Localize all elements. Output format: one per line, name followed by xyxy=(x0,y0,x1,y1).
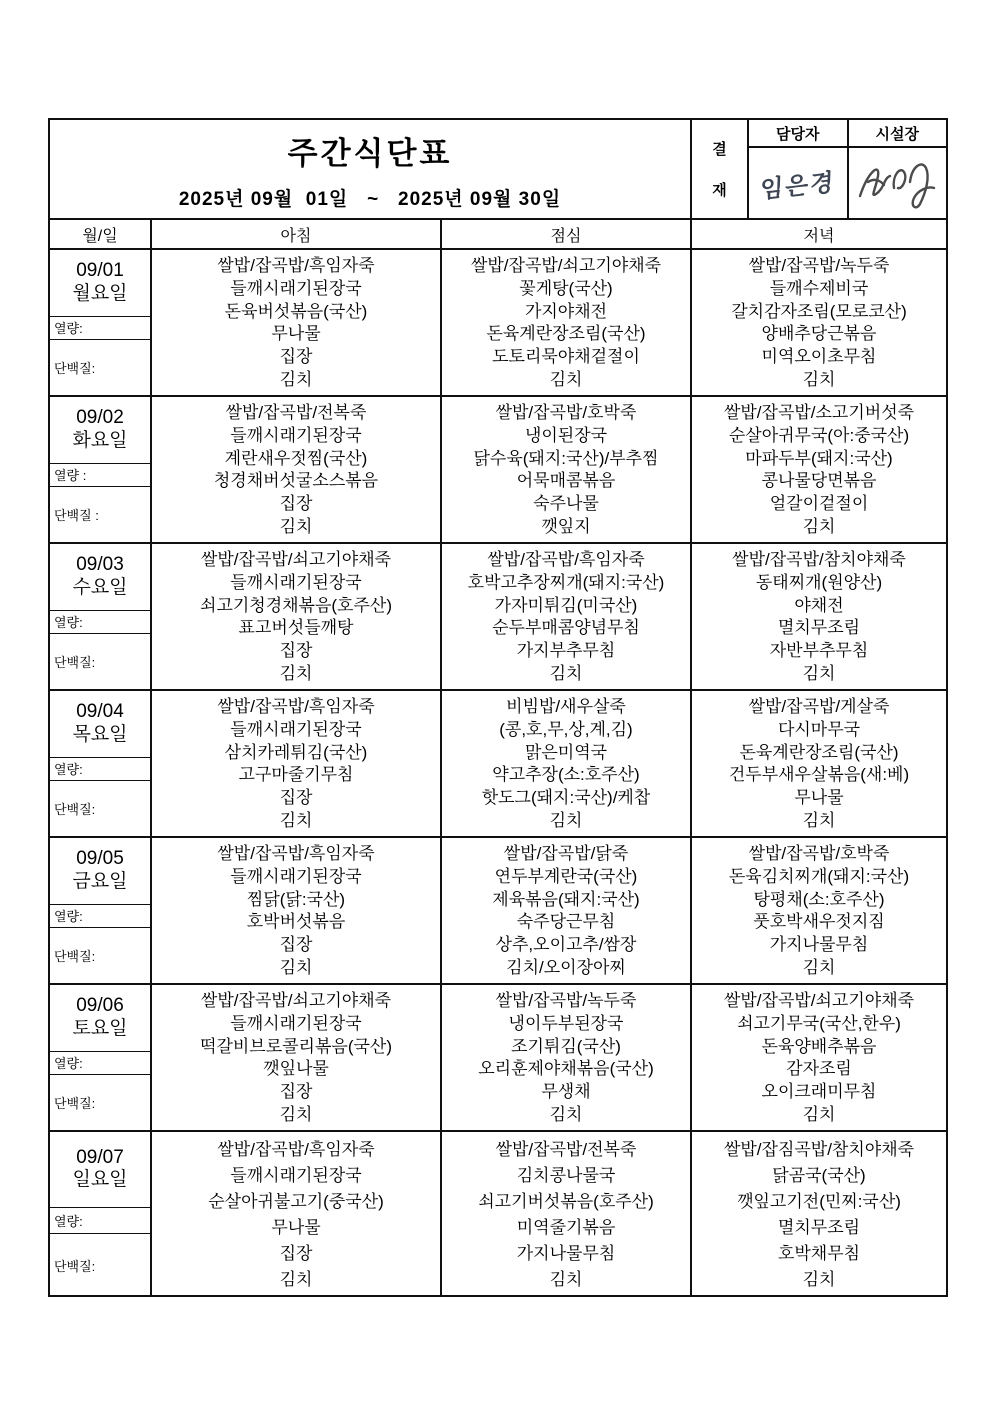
menu-item: 쌀밥/잡곡밥/흑임자죽 xyxy=(217,843,375,863)
dinner-cell xyxy=(692,838,946,983)
breakfast-cell xyxy=(152,691,442,836)
protein-label: 단백질: xyxy=(54,948,96,964)
calories-label: 열량: xyxy=(50,1052,150,1075)
date-label: 09/05 xyxy=(76,848,124,870)
weekday-label: 화요일 xyxy=(72,429,128,451)
protein-label: 단백질: xyxy=(54,801,96,817)
day-row xyxy=(50,985,946,1132)
day-rows xyxy=(50,250,946,1297)
menu-item: 들깨시래기된장국 xyxy=(230,278,362,298)
menu-item: 돈육버섯볶음(국산) xyxy=(224,301,368,321)
menu-item: 쌀밥/잡곡밥/전복죽 xyxy=(495,1139,637,1159)
date-cell xyxy=(50,1132,150,1208)
menu-item: 김치 xyxy=(279,664,313,684)
menu-item: 쌀밥/잡곡밥/닭죽 xyxy=(503,843,629,863)
menu-item: 쌀밥/잡곡밥/녹두죽 xyxy=(495,990,637,1010)
protein-label: 단백질: xyxy=(54,360,96,376)
menu-item: 얼갈이겉절이 xyxy=(769,494,869,514)
calories-label: 열량: xyxy=(50,758,150,781)
weekly-menu-sheet xyxy=(48,118,948,1297)
approval-box xyxy=(692,120,946,218)
menu-item: 닭수육(돼지:국산)/부추찜 xyxy=(473,448,659,468)
menu-item: 김치 xyxy=(802,517,836,537)
menu-item: 김치 xyxy=(279,1270,313,1290)
manager-signature-text: 임은경 xyxy=(759,168,836,204)
breakfast-cell xyxy=(152,397,442,542)
menu-item: 가지부추무침 xyxy=(516,641,616,661)
lunch-cell xyxy=(442,1132,692,1297)
menu-item: 김치 xyxy=(549,1105,583,1125)
day-row xyxy=(50,838,946,985)
date-cell xyxy=(50,250,150,317)
weekday-label: 금요일 xyxy=(72,870,128,892)
col-header-breakfast: 아침 xyxy=(152,220,442,248)
lunch-cell xyxy=(442,691,692,836)
menu-item: 집장 xyxy=(279,935,313,955)
date-label: 09/02 xyxy=(76,407,124,429)
menu-item: 순살아귀무국(아:중국산) xyxy=(728,425,910,445)
menu-item: 청경채버섯굴소스볶음 xyxy=(213,471,379,491)
menu-item: 냉이두부된장국 xyxy=(508,1013,624,1033)
date-label: 09/06 xyxy=(76,995,124,1017)
menu-item: 동태찌개(원양산) xyxy=(755,572,883,592)
menu-item: 집장 xyxy=(279,347,313,367)
menu-item: 김치 xyxy=(802,1105,836,1125)
date-col xyxy=(50,838,152,983)
menu-item: 쌀밥/잡곡밥/흑임자죽 xyxy=(217,696,375,716)
date-range: 2025년 09월 01일 ~ 2025년 09월 30일 xyxy=(178,188,562,210)
menu-item: 들깨수제비국 xyxy=(769,278,869,298)
menu-item: 쌀밥/잡짐곡밥/참치야채죽 xyxy=(723,1139,915,1159)
approval-col-manager xyxy=(749,120,847,218)
date-col xyxy=(50,1132,152,1297)
menu-item: 순두부매콤양념무침 xyxy=(492,618,640,638)
menu-item: 호박채무침 xyxy=(777,1244,861,1264)
menu-item: 양배추당근볶음 xyxy=(761,324,877,344)
manager-role-label: 담당자 xyxy=(749,120,847,148)
breakfast-cell xyxy=(152,838,442,983)
menu-item: 마파두부(돼지:국산) xyxy=(745,448,893,468)
menu-item: 김치 xyxy=(802,1270,836,1290)
menu-item: 들깨시래기된장국 xyxy=(230,425,362,445)
menu-item: 들깨시래기된장국 xyxy=(230,719,362,739)
menu-item: 쌀밥/잡곡밥/쇠고기야채죽 xyxy=(470,255,662,275)
menu-item: 탕평채(소:호주산) xyxy=(753,889,885,909)
menu-item: 김치 xyxy=(549,664,583,684)
menu-item: 건두부새우살볶음(새:베) xyxy=(728,765,910,785)
day-row xyxy=(50,397,946,544)
breakfast-cell xyxy=(152,985,442,1130)
protein-label: 단백질: xyxy=(54,1259,96,1275)
approval-stamp-label xyxy=(692,120,749,218)
menu-item: 가자미튀김(미국산) xyxy=(494,595,638,615)
menu-item: 감자조림 xyxy=(786,1059,852,1079)
menu-item: 김치 xyxy=(279,370,313,390)
dinner-cell xyxy=(692,250,946,395)
menu-item: 김치 xyxy=(802,958,836,978)
menu-item: 냉이된장국 xyxy=(524,425,608,445)
date-col xyxy=(50,985,152,1130)
menu-item: 맑은미역국 xyxy=(524,742,608,762)
menu-item: 김치 xyxy=(802,370,836,390)
menu-item: 집장 xyxy=(279,788,313,808)
menu-item: 숙주당근무침 xyxy=(516,912,616,932)
weekday-label: 일요일 xyxy=(72,1169,128,1191)
menu-item: 쌀밥/잡곡밥/흑임자죽 xyxy=(217,1139,375,1159)
date-cell xyxy=(50,838,150,905)
menu-item: 무나물 xyxy=(271,324,321,344)
menu-item: 순살아귀불고기(중국산) xyxy=(208,1191,384,1211)
date-col xyxy=(50,250,152,395)
menu-item: 들깨시래기된장국 xyxy=(230,572,362,592)
menu-item: 풋호박새우젓지짐 xyxy=(753,912,885,932)
header-block xyxy=(50,120,946,220)
approval-char-2: 재 xyxy=(712,182,727,199)
menu-item: 김치 xyxy=(802,811,836,831)
menu-item: 연두부계란국(국산) xyxy=(494,866,638,886)
menu-item: 김치 xyxy=(549,811,583,831)
protein-label: 단백질 : xyxy=(54,507,99,523)
menu-item: 갈치감자조림(모로코산) xyxy=(731,301,907,321)
date-col xyxy=(50,397,152,542)
menu-item: 김치 xyxy=(279,811,313,831)
menu-item: 미역오이초무침 xyxy=(761,347,877,367)
menu-item: 가지야채전 xyxy=(524,301,608,321)
date-label: 09/01 xyxy=(76,260,124,282)
menu-item: 김치 xyxy=(279,958,313,978)
menu-item: 다시마무국 xyxy=(777,719,861,739)
date-label: 09/03 xyxy=(76,554,124,576)
menu-item: 집장 xyxy=(279,1082,313,1102)
menu-item: (콩,호,무,상,계,김) xyxy=(499,719,633,739)
menu-item: 도토리묵야채겉절이 xyxy=(492,347,640,367)
menu-item: 어묵매콤볶음 xyxy=(516,471,616,491)
day-row xyxy=(50,1132,946,1297)
manager-signature xyxy=(749,148,847,218)
menu-item: 돈육김치찌개(돼지:국산) xyxy=(728,866,910,886)
col-header-dinner: 저녁 xyxy=(803,227,835,245)
menu-item: 집장 xyxy=(279,494,313,514)
weekday-label: 토요일 xyxy=(72,1017,128,1039)
menu-item: 오이크래미무침 xyxy=(761,1082,877,1102)
menu-item: 약고추장(소:호주산) xyxy=(492,765,640,785)
dinner-cell xyxy=(692,691,946,836)
lunch-cell xyxy=(442,838,692,983)
col-header-lunch: 점심 xyxy=(442,220,692,248)
date-cell xyxy=(50,691,150,758)
menu-item: 콩나물당면볶음 xyxy=(761,471,877,491)
lunch-cell xyxy=(442,397,692,542)
menu-item: 김치 xyxy=(549,370,583,390)
menu-item: 가지나물무침 xyxy=(769,935,869,955)
menu-item: 비빔밥/새우살죽 xyxy=(506,696,626,716)
menu-item: 김치 xyxy=(279,517,313,537)
date-col xyxy=(50,544,152,689)
menu-item: 조기튀김(국산) xyxy=(511,1036,621,1056)
menu-item: 돈육계란장조림(국산) xyxy=(486,324,646,344)
menu-item: 돈육양배추볶음 xyxy=(761,1036,877,1056)
day-row xyxy=(50,250,946,397)
menu-item: 깻잎나물 xyxy=(263,1059,329,1079)
menu-item: 집장 xyxy=(279,1244,313,1264)
menu-item: 쌀밥/잡곡밥/전복죽 xyxy=(225,402,367,422)
menu-item: 김치/오이장아찌 xyxy=(506,958,626,978)
menu-item: 핫도그(돼지:국산)/케찹 xyxy=(481,788,651,808)
menu-item: 쌀밥/잡곡밥/참치야채죽 xyxy=(732,549,906,569)
menu-item: 김치 xyxy=(279,1105,313,1125)
dinner-cell xyxy=(692,1132,946,1297)
menu-item: 제육볶음(돼지:국산) xyxy=(492,889,640,909)
day-row xyxy=(50,544,946,691)
menu-item: 오리훈제야채볶음(국산) xyxy=(478,1059,654,1079)
menu-item: 쌀밥/잡곡밥/호박죽 xyxy=(495,402,637,422)
calories-label: 열량: xyxy=(50,611,150,634)
menu-item: 계란새우젓찜(국산) xyxy=(224,448,368,468)
protein-label: 단백질: xyxy=(54,1095,96,1111)
page-title: 주간식단표 xyxy=(287,135,453,171)
menu-item: 쌀밥/잡곡밥/녹두죽 xyxy=(748,255,890,275)
weekday-label: 목요일 xyxy=(72,723,128,745)
menu-item: 들깨시래기된장국 xyxy=(230,1165,362,1185)
director-signature xyxy=(849,148,947,218)
calories-label: 열량 : xyxy=(50,464,150,487)
menu-item: 상추,오이고추/쌈장 xyxy=(495,935,637,955)
date-cell xyxy=(50,397,150,464)
weekday-label: 수요일 xyxy=(72,576,128,598)
menu-item: 쇠고기무국(국산,한우) xyxy=(737,1013,901,1033)
menu-item: 멸치무조림 xyxy=(777,618,861,638)
menu-item: 호박버섯볶음 xyxy=(246,912,346,932)
menu-item: 고구마줄기무침 xyxy=(238,765,354,785)
menu-item: 집장 xyxy=(279,641,313,661)
menu-item: 쌀밥/잡곡밥/쇠고기야채죽 xyxy=(200,990,392,1010)
menu-item: 쌀밥/잡곡밥/쇠고기야채죽 xyxy=(723,990,915,1010)
weekday-label: 월요일 xyxy=(72,282,128,304)
col-header-date: 월/일 xyxy=(50,220,152,248)
menu-item: 김치 xyxy=(549,1270,583,1290)
date-label: 09/07 xyxy=(76,1146,124,1168)
menu-item: 표고버섯들깨탕 xyxy=(238,618,354,638)
director-signature-scribble-icon xyxy=(854,152,940,214)
menu-item: 들깨시래기된장국 xyxy=(230,866,362,886)
lunch-cell xyxy=(442,250,692,395)
dinner-cell xyxy=(692,397,946,542)
menu-item: 무생채 xyxy=(541,1082,591,1102)
menu-item: 쌀밥/잡곡밥/게살죽 xyxy=(748,696,890,716)
menu-item: 쇠고기버섯볶음(호주산) xyxy=(478,1191,654,1211)
menu-item: 깻잎지 xyxy=(541,517,591,537)
calories-label: 열량: xyxy=(50,1208,150,1234)
menu-item: 멸치무조림 xyxy=(777,1218,861,1238)
menu-item: 찜닭(닭:국산) xyxy=(246,889,346,909)
menu-item: 무나물 xyxy=(271,1218,321,1238)
menu-item: 쌀밥/잡곡밥/흑임자죽 xyxy=(217,255,375,275)
approval-col-director xyxy=(847,120,947,218)
date-cell xyxy=(50,544,150,611)
menu-item: 김치콩나물국 xyxy=(516,1165,616,1185)
menu-item: 깻잎고기전(민찌:국산) xyxy=(737,1191,901,1211)
breakfast-cell xyxy=(152,250,442,395)
director-role-label: 시설장 xyxy=(849,120,947,148)
menu-item: 닭곰국(국산) xyxy=(772,1165,866,1185)
menu-item: 자반부추무침 xyxy=(769,641,869,661)
breakfast-cell xyxy=(152,544,442,689)
column-header-row xyxy=(50,220,946,250)
menu-item: 쇠고기청경채볶음(호주산) xyxy=(200,595,392,615)
menu-item: 쌀밥/잡곡밥/호박죽 xyxy=(748,843,890,863)
protein-label: 단백질: xyxy=(54,654,96,670)
calories-label: 열량: xyxy=(50,905,150,928)
menu-item: 가지나물무침 xyxy=(516,1244,616,1264)
menu-item: 꽃게탕(국산) xyxy=(519,278,613,298)
dinner-cell xyxy=(692,544,946,689)
menu-item: 삼치카레튀김(국산) xyxy=(224,742,368,762)
menu-item: 쌀밥/잡곡밥/쇠고기야채죽 xyxy=(200,549,392,569)
menu-item: 쌀밥/잡곡밥/소고기버섯죽 xyxy=(723,402,915,422)
menu-item: 무나물 xyxy=(794,788,844,808)
approval-char-1: 결 xyxy=(712,141,727,158)
menu-item: 야채전 xyxy=(794,595,844,615)
date-label: 09/04 xyxy=(76,701,124,723)
breakfast-cell xyxy=(152,1132,442,1297)
menu-item: 김치 xyxy=(802,664,836,684)
menu-item: 호박고추장찌개(돼지:국산) xyxy=(467,572,665,592)
calories-label: 열량: xyxy=(50,317,150,340)
title-cell xyxy=(50,120,692,218)
menu-item: 떡갈비브로콜리볶음(국산) xyxy=(200,1036,392,1056)
lunch-cell xyxy=(442,985,692,1130)
date-cell xyxy=(50,985,150,1052)
menu-item: 들깨시래기된장국 xyxy=(230,1013,362,1033)
menu-item: 쌀밥/잡곡밥/흑임자죽 xyxy=(487,549,645,569)
menu-item: 미역줄기볶음 xyxy=(516,1218,616,1238)
day-row xyxy=(50,691,946,838)
menu-item: 숙주나물 xyxy=(533,494,599,514)
menu-item: 돈육계란장조림(국산) xyxy=(739,742,899,762)
lunch-cell xyxy=(442,544,692,689)
date-col xyxy=(50,691,152,836)
dinner-cell xyxy=(692,985,946,1130)
